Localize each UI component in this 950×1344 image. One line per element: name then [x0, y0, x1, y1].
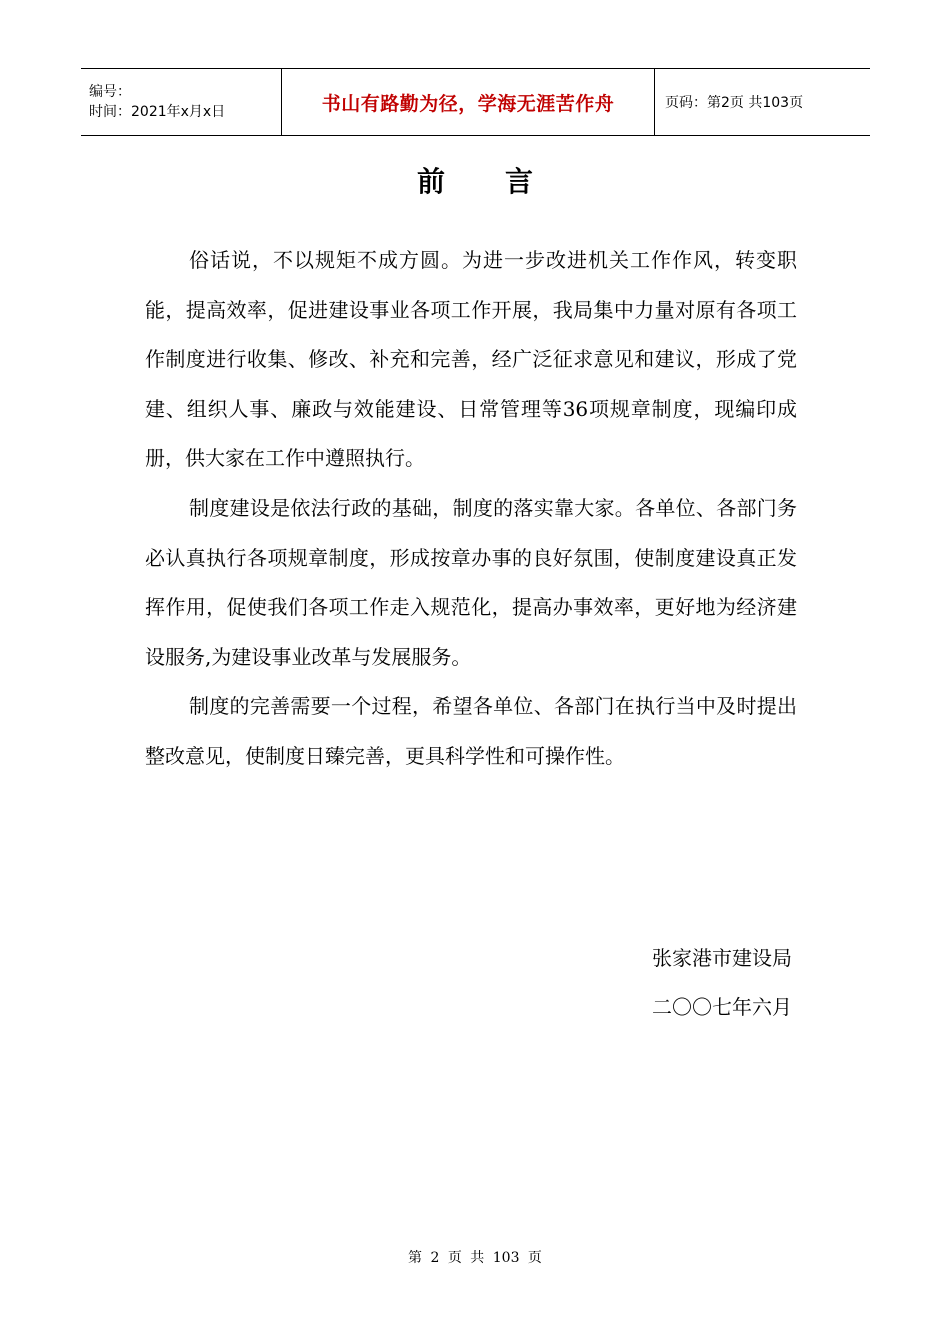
header-page-code: 页码：第2页 共103页: [665, 95, 804, 111]
document-header: [81, 68, 870, 136]
signature-organization: 张家港市建设局: [652, 946, 792, 970]
paragraph: 俗话说，不以规矩不成方圆。为进一步改进机关工作作风，转变职能，提高效率，促进建设事业各项工作开展，我局集中力量对原有各项工作制度进行收集、修改、补充和完善，经广泛征求意见和建议，形成了党建、组织人事、廉政与效能建设、日常管理等36项规章制度，现编印成册，供大家在工作中遵照执行。: [145, 248, 797, 471]
document-number-label: 编号：: [89, 84, 131, 100]
page-footer: 第 2 页 共 103 页: [408, 1250, 542, 1266]
header-motto: 书山有路勤为径，学海无涯苦作舟: [282, 69, 655, 135]
paragraph: 制度的完善需要一个过程，希望各单位、各部门在执行当中及时提出整改意见，使制度日臻完善，更具科学性和可操作性。: [145, 694, 797, 768]
preface-body: [145, 236, 797, 782]
page-title: 前言: [416, 165, 593, 198]
signature-date: 二〇〇七年六月: [652, 995, 792, 1019]
paragraph: 制度建设是依法行政的基础，制度的落实靠大家。各单位、各部门务必认真执行各项规章制度，形成按章办事的良好氛围，使制度建设真正发挥作用，促使我们各项工作走入规范化，提高办事效率，更好地为经济建设服务,为建设事业改革与发展服务。: [145, 495, 797, 669]
document-time-label: 时间：2021年x月x日: [89, 104, 226, 120]
header-meta: [81, 69, 282, 135]
